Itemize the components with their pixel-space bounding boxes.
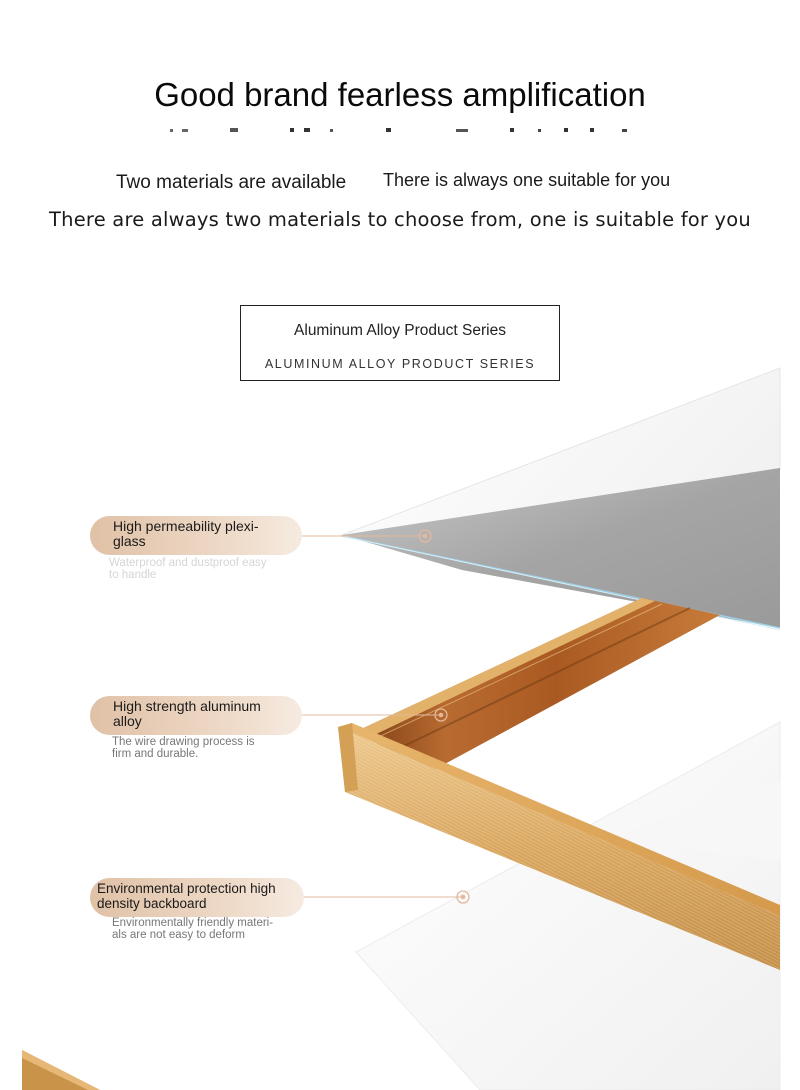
feature-plexiglass-title-line2: glass xyxy=(113,533,146,549)
series-title: Aluminum Alloy Product Series xyxy=(294,322,506,339)
feature-plexiglass-description xyxy=(109,557,266,581)
feature-aluminum-description xyxy=(112,736,255,760)
feature-backboard-title-line1: Environmental protection high xyxy=(97,881,276,896)
feature-aluminum-desc-line2: firm and durable. xyxy=(112,748,199,760)
suitable-label: There is always one suitable for you xyxy=(383,170,671,190)
feature-aluminum-desc-line1: The wire drawing process is xyxy=(112,736,255,748)
feature-backboard-pill xyxy=(90,878,304,917)
feature-backboard-description xyxy=(112,917,273,941)
feature-aluminum-pill xyxy=(90,696,302,735)
page-subtitle: There are always two materials to choose from, one is suitable for you xyxy=(49,208,751,231)
feature-backboard-title-line2: density backboard xyxy=(97,896,207,911)
feature-plexiglass-title-line1: High permeability plexi- xyxy=(113,518,259,534)
feature-aluminum-title-line2: alloy xyxy=(113,713,142,729)
feature-backboard-desc-line1: Environmentally friendly materi- xyxy=(112,917,274,929)
feature-aluminum-title-line1: High strength aluminum xyxy=(113,698,261,714)
frame-inner-rail xyxy=(355,598,720,772)
feature-backboard-desc-line2: als are not easy to deform xyxy=(112,929,245,941)
materials-available-label: Two materials are available xyxy=(116,172,347,193)
feature-plexiglass-desc-line2: to handle xyxy=(109,569,157,581)
page-title: Good brand fearless amplification xyxy=(154,76,646,113)
series-subtitle: ALUMINUM ALLOY PRODUCT SERIES xyxy=(264,357,536,371)
feature-plexiglass-pill xyxy=(90,516,302,555)
feature-plexiglass-desc-line1: Waterproof and dustproof easy xyxy=(109,557,267,569)
garbled-text-strip xyxy=(160,127,630,133)
